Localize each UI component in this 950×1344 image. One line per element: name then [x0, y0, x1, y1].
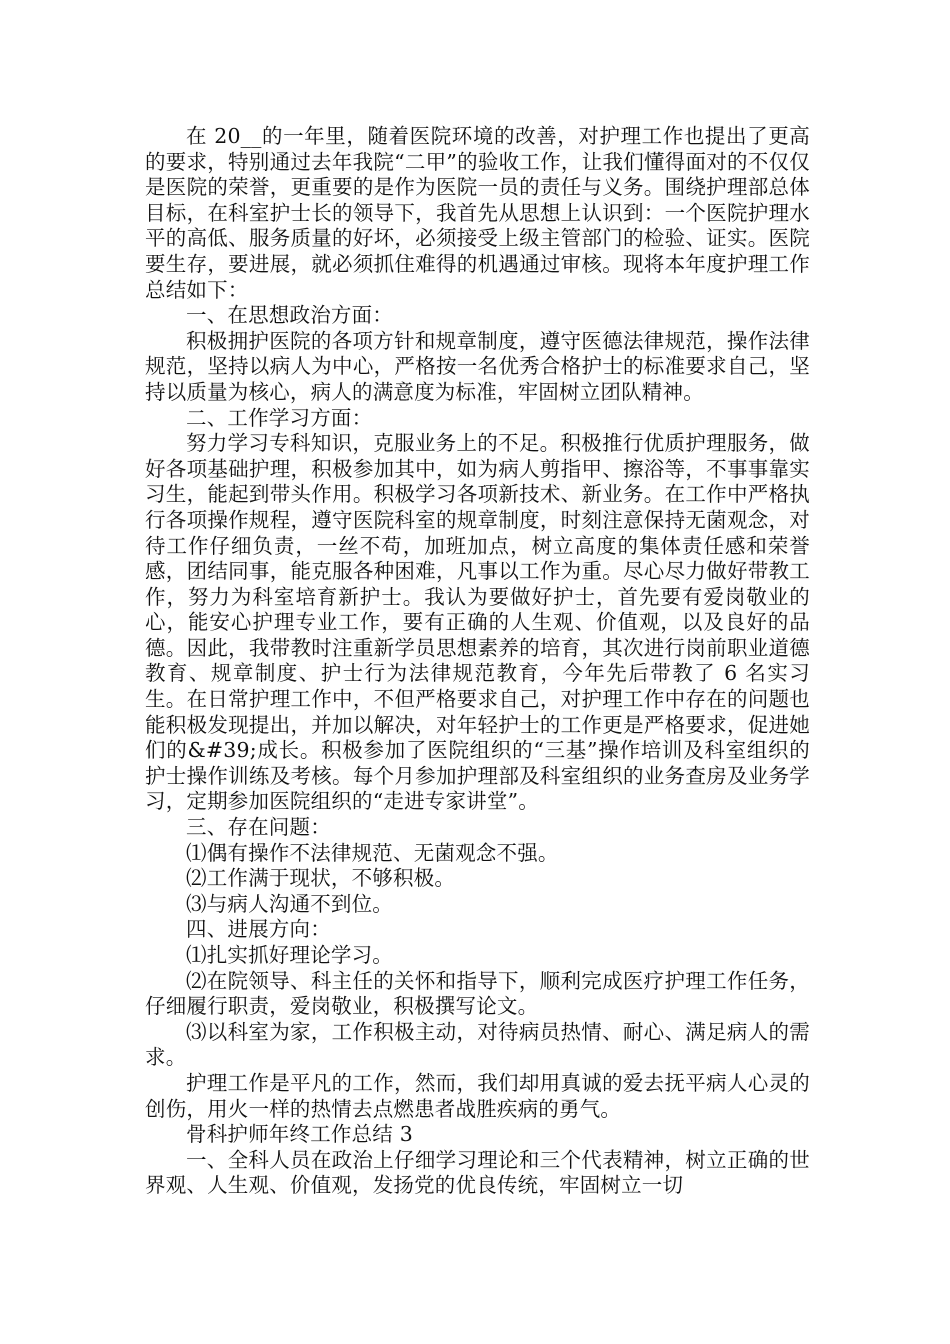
heading-ideology: 一、在思想政治方面： [186, 303, 393, 328]
direction-item-1: ⑴扎实抓好理论学习。 [186, 943, 393, 967]
paragraph-summary-3-start: 一、全科人员在政治上仔细学习理论和三个代表精神，树立正确的世界观、人生观、价值观，发扬党的优良传统，牢固树立一切 [145, 1147, 810, 1198]
problem-item-3: ⑶与病人沟通不到位。 [186, 891, 393, 916]
document-body [145, 124, 810, 1199]
heading-work-study: 二、工作学习方面： [186, 405, 373, 430]
problem-item-2: ⑵工作满于现状，不够积极。 [186, 866, 456, 891]
heading-problems: 三、存在问题： [186, 815, 331, 840]
direction-item-2: ⑵在院领导、科主任的关怀和指导下，顺利完成医疗护理工作任务，仔细履行职责，爱岗敬业，积极撰写论文。 [145, 968, 810, 1019]
heading-direction: 四、进展方向： [186, 917, 331, 942]
section-title-summary-3: 骨科护师年终工作总结 3 [186, 1122, 413, 1147]
paragraph-intro: 在 20__的一年里，随着医院环境的改善，对护理工作也提出了更高的要求，特别通过去年我院“二甲”的验收工作，让我们懂得面对的不仅仅是医院的荣誉，更重要的是作为医院一员的责任与义务。围绕护理部总体目标，在科室护士长的领导下，我首先从思想上认识到：一个医院护理水平的高低、服务质量的好坏，必须接受上级主管部门的检验、证实。医院要生存，要进展，就必须抓住难得的机遇通过审核。现将本年度护理工作总结如下： [145, 124, 810, 302]
paragraph-conclusion: 护理工作是平凡的工作，然而，我们却用真诚的爱去抚平病人心灵的创伤，用火一样的热情去点燃患者战胜疾病的勇气。 [145, 1070, 810, 1121]
direction-item-3: ⑶以科室为家，工作积极主动，对待病员热情、耐心、满足病人的需求。 [145, 1019, 810, 1070]
problem-item-1: ⑴偶有操作不法律规范、无菌观念不强。 [186, 840, 559, 865]
paragraph-work-study: 努力学习专科知识，克服业务上的不足。积极推行优质护理服务，做好各项基础护理，积极参加其中，如为病人剪指甲、擦浴等，不事事靠实习生，能起到带头作用。积极学习各项新技术、新业务。在工作中严格执行各项操作规程，遵守医院科室的规章制度，时刻注意保持无菌观念，对待工作仔细负责，一丝不苟，加班加点，树立高度的集体责任感和荣誉感，团结同事，能克服各种困难，凡事以工作为重。尽心尽力做好带教工作，努力为科室培育新护士。我认为要做好护士，首先要有爱岗敬业的心，能安心护理专业工作，要有正确的人生观、价值观，以及良好的品德。因此，我带教时注重新学员思想素养的培育，其次进行岗前职业道德教育、规章制度、护士行为法律规范教育，今年先后带教了 6 名实习生。在日常护理工作中，不但严格要求自己，对护理工作中存在的问题也能积极发现提出，并加以解决，对年轻护士的工作更是严格要求，促进她们的&#39;成长。积极参加了医院组织的“三基”操作培训及科室组织的护士操作训练及考核。每个月参加护理部及科室组织的业务查房及业务学习，定期参加医院组织的“走进专家讲堂”。 [145, 431, 810, 814]
paragraph-ideology: 积极拥护医院的各项方针和规章制度，遵守医德法律规范，操作法律规范，坚持以病人为中心，严格按一名优秀合格护士的标准要求自己，坚持以质量为核心，病人的满意度为标准，牢固树立团队精神。 [145, 328, 810, 404]
